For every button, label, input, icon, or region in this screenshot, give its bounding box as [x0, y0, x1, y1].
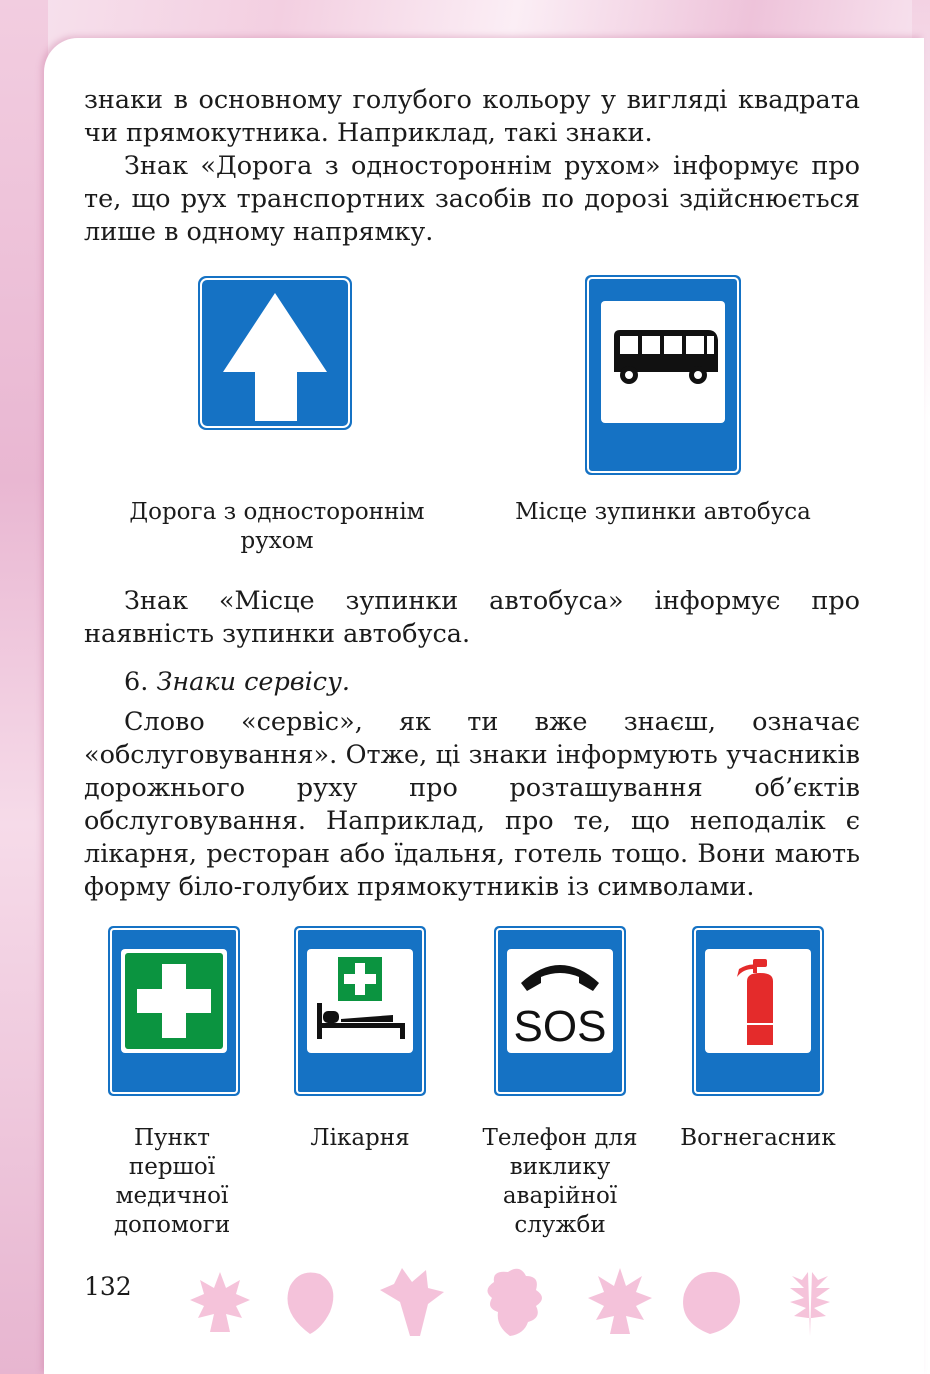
page-number: 132: [84, 1272, 132, 1301]
caption-line: допомоги: [113, 1212, 231, 1238]
paragraph-text: Знак «Місце зупинки автобуса» інформує про наявність зупинки автобуса.: [84, 586, 860, 649]
paragraph-bus-stop: [84, 585, 860, 651]
fire-extinguisher-sign: [691, 925, 825, 1097]
caption-line: Дорога з одностороннім: [129, 499, 425, 525]
caption-line: рухом: [240, 528, 314, 554]
hospital-sign: [293, 925, 427, 1097]
chestnut-leaf-icon: [380, 1268, 444, 1336]
first-aid-cross-icon: [125, 953, 223, 1049]
paragraph-text: знаки в основному голубого кольору у вигляді квадрата чи прямокутника. Наприклад, такі знаки.: [84, 85, 860, 148]
caption-line: виклику: [509, 1154, 611, 1180]
birch-leaf-icon: [288, 1273, 334, 1335]
decorative-leaves: [180, 1262, 860, 1342]
paragraph-text: Знак «Дорога з одностороннім рухом» інформує про те, що рух транспортних засобів по дорозі здійснюється лише в одному напрямку.: [84, 151, 860, 247]
caption-sos-phone: [468, 1124, 652, 1240]
oak-leaf-icon: [487, 1269, 542, 1336]
caption-one-way-road: [112, 498, 442, 556]
section-heading: [84, 666, 860, 699]
heading-number: 6.: [124, 667, 149, 697]
caption-line: Лікарня: [310, 1125, 410, 1151]
paragraph-one-way: [84, 150, 860, 249]
fern-leaf-icon: [790, 1272, 830, 1336]
caption-line: Вогнегасник: [680, 1125, 836, 1151]
caption-bus-stop: [498, 498, 828, 527]
paragraph-text: Слово «сервіс», як ти вже знаєш, означає «обслуговування». Отже, ці знаки інформують учасників дорожнього руху про розташування об’єктів обслуговування. Наприклад, про те, що неподалік є лікарня, ресторан або їдальня, готель тощо. Вони мають форму біло-голубих прямокутників із символами.: [84, 707, 860, 902]
caption-line: служби: [514, 1212, 606, 1238]
bus-stop-sign: [584, 274, 742, 476]
first-aid-sign: [107, 925, 241, 1097]
one-way-road-sign: [197, 275, 353, 431]
caption-line: аварійної: [502, 1183, 618, 1209]
caption-fire-extinguisher: [664, 1124, 852, 1153]
paragraph-service: [84, 706, 860, 904]
maple-leaf-icon: [588, 1268, 652, 1334]
caption-hospital: [272, 1124, 448, 1153]
caption-line: Телефон для: [482, 1125, 638, 1151]
caption-line: першої: [128, 1154, 216, 1180]
sos-phone-sign: [493, 925, 627, 1097]
caption-first-aid: [84, 1124, 260, 1240]
paragraph-intro: [84, 84, 860, 150]
decorative-background-left: [0, 0, 48, 1374]
caption-line: медичної: [115, 1183, 229, 1209]
sos-label: SOS: [513, 1002, 607, 1051]
caption-line: Місце зупинки автобуса: [515, 499, 811, 525]
round-leaf-icon: [683, 1272, 740, 1334]
maple-leaf-icon: [190, 1272, 250, 1332]
caption-line: Пункт: [133, 1125, 211, 1151]
heading-title: Знаки сервісу.: [156, 667, 350, 697]
